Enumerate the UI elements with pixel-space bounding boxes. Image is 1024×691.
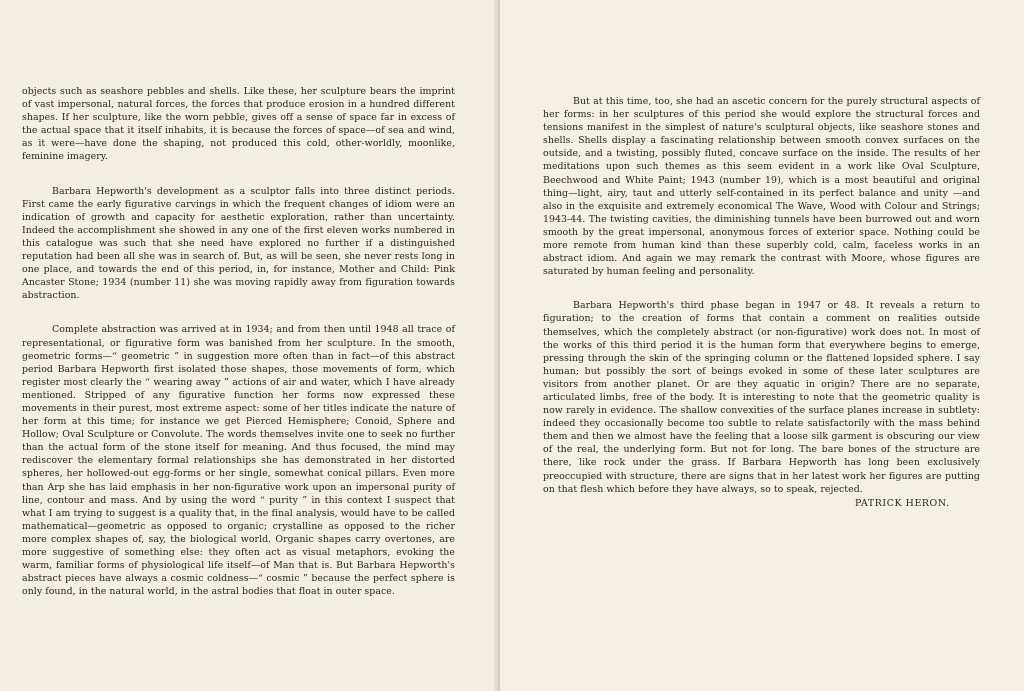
left-paragraph-3: Complete abstraction was arrived at in 1934; and from then until 1948 all trace of representational, or figurative form was banished from her sculpture. In the smooth, geometric forms—“ geometric ” in suggestion more often than in fact—of this abstract period Barbara Hepworth first isolated those shapes, those movements of form, which register most clearly the “ wearing away ” actions of air and water, which I have already mentioned. Stripped of any figurative function her forms now expressed these movements in their purest, most extreme aspect: some of her titles indicate the nature of her form at this time; for instance we get Pierced Hemisphere; Conoid, Sphere and Hollow; Oval Sculpture or Convolute. The words themselves invite one to seek no further than the actual form of the stone itself for meaning. And thus focused, the mind may rediscover the elementary formal relationships she has demonstrated in her distorted spheres, her hollowed-out egg-forms or her single, somewhat conical pillars. Even more than Arp she has laid emphasis in her non-figurative work upon an impersonal purity of line, contour and mass. And by using the word “ purity ” in this context I suspect that what I am trying to suggest is a quality that, in the final analysis, would have to be called mathematical—geometric as opposed to organic; crystalline as opposed to the richer more complex shapes of, say, the biological world. Organic shapes carry overtones, are more suggestive of something else: they often act as visual metaphors, evoking the warm, familiar forms of physiological life itself—of Man that is. But Barbara Hepworth's abstract pieces have always a cosmic coldness—“ cosmic ” because the perfect sphere is only found, in the natural world, in the astral bodies that float in outer space. [22,324,455,598]
right-paragraph-1: But at this time, too, she had an ascetic concern for the purely structural aspects of her forms: in her sculptures of this period she would explore the structural forces and tensions manifest in the simplest of nature's sculptural objects, like seashore stones and shells. Shells display a fascinating relationship between smooth convex surfaces on the outside, and a twisting, possibly fluted, concave surface on the inside. The results of her meditations upon such themes as this seem evident in a work like Oval Sculpture, Beechwood and White Paint; 1943 (number 19), which is a most beautiful and original thing—light, airy, taut and utterly self-contained in its perfect balance and unity —and also in the exquisite and extremely economical The Wave, Wood with Colour and Strings; 1943-44. The twisting cavities, the diminishing tunnels have been burrowed out and worn smooth by the great impersonal, anonymous forces of exterior space. Nothing could be more remote from human kind than these superbly cold, calm, faceless works in an abstract idiom. And again we may remark the contrast with Moore, whose figures are saturated by human feeling and personality. [543,96,980,278]
left-page [0,0,498,691]
author-signature: PATRICK HERON. [855,498,950,509]
right-page [500,0,1024,691]
left-paragraph-2: Barbara Hepworth's development as a sculptor falls into three distinct periods. First came the early figurative carvings in which the frequent changes of idiom were an indication of growth and capacity for aesthetic exploration, rather than uncertainty. Indeed the accomplishment she showed in any one of the first eleven works numbered in this catalogue was such that she need have explored no further if a distinguished reputation had been all she was in search of. But, as will be seen, she never rests long in one place, and towards the end of this period, in, for instance, Mother and Child: Pink Ancaster Stone; 1934 (number 11) she was moving rapidly away from figuration towards abstraction. [22,185,455,302]
right-paragraph-2: Barbara Hepworth's third phase began in 1947 or 48. It reveals a return to figuration; to the creation of forms that contain a comment on realities outside themselves, which the completely abstract (or non-figurative) work does not. In most of the works of this third period it is the human form that everywhere begins to emerge, pressing through the skin of the springing column or the flattened lopsided sphere. I say human; but possibly the sort of beings evoked in some of these later sculptures are visitors from another planet. Or are they aquatic in origin? There are no separate, articulated limbs, free of the body. It is interesting to note that the geometric quality is now rarely in evidence. The shallow convexities of the surface planes increase in subtlety: indeed they occasionally become too subtle to relate satisfactorily with the mass behind them and then we almost have the feeling that a loose silk garment is obscuring our view of the real, the underlying form. But not for long. The bare bones of the structure are there, like rock under the grass. If Barbara Hepworth has long been exclusively preoccupied with structure, there are signs that in her latest work her figures are putting on that flesh which before they have always, so to speak, rejected. [543,300,980,495]
left-paragraph-1: objects such as seashore pebbles and shells. Like these, her sculpture bears the imprint of vast impersonal, natural forces, the forces that produce erosion in a hundred different shapes. If her sculpture, like the worn pebble, gives off a sense of space far in excess of the actual space that it itself inhabits, it is because the forces of space—of sea and wind, as it were—have done the shaping, not produced this cold, other-worldly, moonlike, feminine imagery. [22,86,455,163]
right-page-text [543,95,980,496]
left-page-text [22,85,455,598]
